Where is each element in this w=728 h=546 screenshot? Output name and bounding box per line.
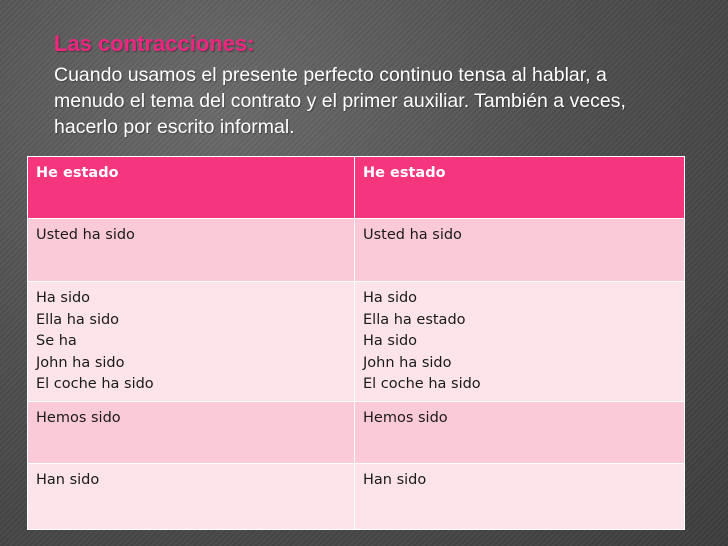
cell-line: Hemos sido <box>36 410 121 426</box>
cell-line: John ha sido <box>363 354 452 371</box>
cell-line: Ha sido <box>36 290 91 306</box>
header-cell: He estado <box>355 157 685 219</box>
table-row <box>28 464 685 530</box>
cell-line: Usted ha sido <box>36 227 135 243</box>
cell-line: Ella ha estado <box>363 311 466 328</box>
cell-line: Ha sido <box>363 290 418 306</box>
table-cell <box>355 402 685 464</box>
cell-line: Han sido <box>36 472 100 488</box>
table-cell <box>28 282 355 402</box>
cell-line: Usted ha sido <box>363 227 462 243</box>
cell-line: Se ha <box>36 333 77 349</box>
cell-line: Ella ha sido <box>36 311 120 328</box>
table-row <box>28 219 685 282</box>
table-cell <box>355 464 685 530</box>
cell-line: El coche ha sido <box>363 376 481 392</box>
table-cell <box>355 219 685 282</box>
contractions-table <box>27 156 685 530</box>
header-cell: He estado <box>28 157 355 219</box>
table-cell <box>28 464 355 530</box>
cell-line: Hemos sido <box>363 410 448 426</box>
table-cell <box>28 219 355 282</box>
cell-line: Han sido <box>363 472 427 488</box>
intro-paragraph: Cuando usamos el presente perfecto continuo tensa al hablar, a menudo el tema del contrato y el primer auxiliar. También a veces, hacerlo por escrito informal. <box>54 64 626 138</box>
table-cell <box>355 282 685 402</box>
cell-line: El coche ha sido <box>36 376 154 392</box>
table-row <box>28 402 685 464</box>
cell-line: Ha sido <box>363 333 418 349</box>
table-header-row <box>28 157 685 219</box>
cell-line: John ha sido <box>36 354 125 371</box>
slide-title: Las contracciones: <box>54 31 255 56</box>
table-cell <box>28 402 355 464</box>
table-row <box>28 282 685 402</box>
